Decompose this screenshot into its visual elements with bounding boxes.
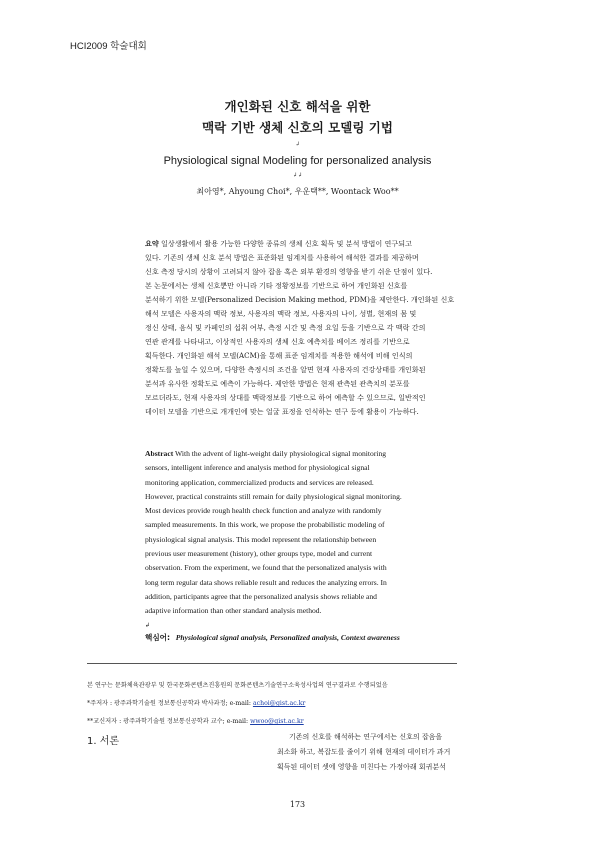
abstract-ko-line: 획득한다. 개인화된 해석 모델(ACM)을 통해 표준 임계치를 적용한 해석에 비해 인식의	[145, 351, 413, 360]
section-heading-introduction: 1. 서론	[87, 736, 120, 747]
abstract-en-line: physiological signal analysis. This model represent the relationship between	[145, 534, 377, 544]
abstract-ko-line: 정신 상태, 음식 및 카페인의 섭취 여부, 측정 시간 및 측정 요일 등을 기반으로 각 맥락 간의	[145, 323, 426, 332]
abstract-en-line: adaptive information than other standard analysis method.	[145, 606, 322, 616]
abstract-ko-line: 신호 측정 당시의 상황이 고려되지 않아 잡음 혹은 외부 환경의 영향을 받기 쉬운 단점이 있다.	[145, 267, 433, 276]
author2-email-link[interactable]: wwoo@gist.ac.kr	[250, 718, 304, 725]
abstract-en-line: sensors, intelligent inference and analysis method for physiological signal	[145, 463, 370, 473]
abstract-en-label: Abstract	[145, 449, 174, 458]
intro-paragraph	[277, 730, 462, 775]
page-number: 173	[289, 800, 306, 809]
abstract-ko-label: 요약	[145, 239, 159, 248]
return-mark: ↲	[145, 622, 151, 629]
abstract-en-line: However, practical constraints still remain for daily physiological signal monitoring.	[145, 491, 402, 501]
author1-email-link[interactable]: achoi@gist.ac.kr	[252, 700, 306, 707]
conference-header: HCI2009 학술대회	[70, 41, 147, 52]
abstract-ko-line: 분석하기 위한 모델(Personalized Decision Making method, PDM)을 제안한다. 개인화된 신호	[145, 295, 455, 304]
abstract-ko-line: 있다. 기존의 생체 신호 분석 방법은 표준화된 임계치를 사용하여 해석한 결과를 제공하며	[145, 253, 419, 262]
abstract-en-line: Abstract With the advent of light-weight daily physiological signal monitoring	[145, 449, 387, 458]
abstract-en	[145, 447, 466, 633]
title-en: Physiological signal Modeling for personalized analysis	[163, 155, 432, 167]
abstract-ko-line: 본 논문에서는 생체 신호뿐만 아니라 기타 정황정보를 기반으로 하여 개인화된 신호를	[145, 281, 408, 290]
abstract-en-line: previous user measurement (history), other groups type, model and current	[145, 549, 373, 559]
keywords	[145, 632, 400, 643]
intro-line: 최소화 하고, 복잡도를 줄이기 위해 현재의 데이터가 과거	[277, 748, 451, 756]
title-ko-line1: 개인화된 신호 해석을 위한	[224, 99, 371, 114]
title-ko-line2: 맥락 기반 생체 신호의 모델링 기법	[202, 120, 393, 135]
footnote-divider	[87, 663, 457, 664]
abstract-ko	[145, 237, 465, 419]
abstract-ko-line: 모르더라도, 현재 사용자의 상대를 맥락정보를 기반으로 하여 예측할 수 있으므로, 일반적인	[145, 393, 426, 402]
footnote-author2: **교신저자 : 광주과학기술원 정보통신공학과 교수; e-mail: wwoo@gist.ac.kr	[87, 718, 304, 725]
abstract-ko-line: 해석 모델은 사용자의 맥락 정보, 사용자의 맥락 정보, 사용자의 나이, 성별, 현재의 몸 및	[145, 309, 417, 318]
abstract-ko-line: 요약 일상생활에서 활용 가능한 다양한 종류의 생체 신호 획득 및 분석 방법이 연구되고	[145, 239, 412, 248]
abstract-en-line: monitoring application, commercialized products and services are released.	[145, 477, 374, 487]
intro-line: 획득된 데이터 셋에 영향을 미친다는 가정아래 회귀분석	[277, 763, 446, 771]
abstract-ko-line: 연관 관계를 나타내고, 이상적인 사용자의 생체 신호 예측치를 베이즈 정리를 기반으로	[145, 337, 410, 346]
abstract-en-line: long term regular data shows reliable result and reduces the analyzing errors. In	[145, 577, 387, 587]
keywords-label: 핵심어:	[145, 633, 171, 642]
abstract-en-line: addition, participants agree that the personalized analysis shows reliable and	[145, 591, 377, 601]
return-mark: ↲↲	[292, 172, 303, 179]
abstract-ko-line: 분석과 유사한 정확도로 예측이 가능하다. 제안한 방법은 현재 관측된 관측치의 분포를	[145, 379, 410, 388]
footnote-funding: 본 연구는 문화체육관광부 및 한국문화콘텐츠진흥원의 문화콘텐츠기술연구소육성사업의 연구결과로 수행되었음	[87, 682, 388, 689]
intro-line: 기존의 신호를 해석하는 연구에서는 신호의 잡음을	[289, 733, 443, 741]
keywords-text: Physiological signal analysis, Personalized analysis, Context awareness	[175, 633, 400, 642]
abstract-en-line: observation. From the experiment, we found that the personalized analysis with	[145, 563, 387, 573]
abstract-ko-line: 데이터 모델을 기반으로 개개인에 맞는 얼굴 표정을 인식하는 연구 등에 활용이 가능하다.	[145, 407, 419, 416]
footnote-author1: *주저자 : 광주과학기술원 정보통신공학과 박사과정; e-mail: achoi@gist.ac.kr	[87, 700, 306, 707]
abstract-en-line: Most devices provide rough health check function and analyze with randomly	[145, 506, 382, 516]
abstract-ko-line: 정확도를 높일 수 있으며, 다양한 측정시의 조건을 알면 현재 사용자의 건강상태를 개인화된	[145, 365, 426, 374]
abstract-en-line: sampled measurements. In this work, we propose the probabilistic modeling of	[145, 520, 385, 530]
return-mark: ↲	[294, 141, 301, 148]
authors: 최아영*, Ahyoung Choi*, 우운택**, Woontack Woo**	[196, 187, 399, 196]
